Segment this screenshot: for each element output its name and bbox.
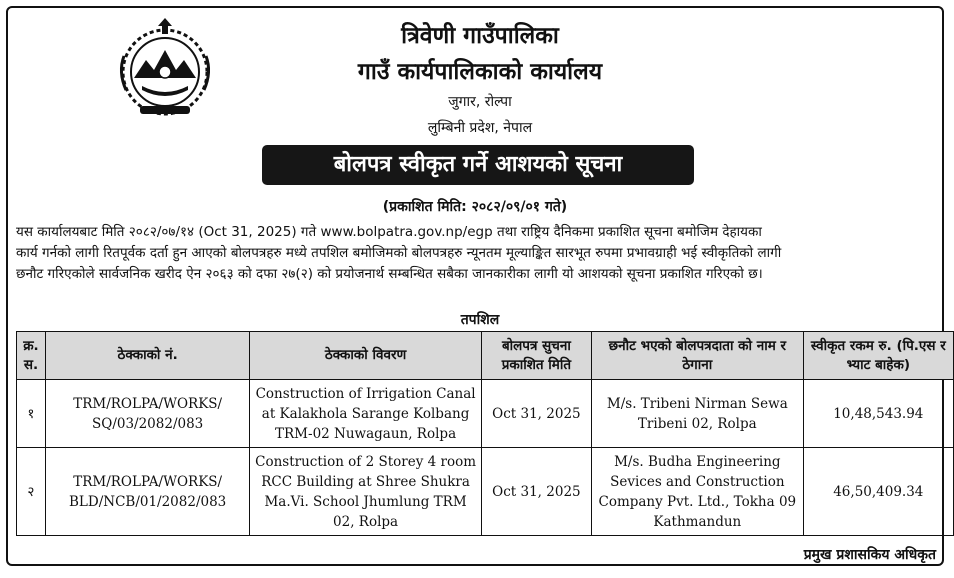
cell-bidder: M/s. Tribeni Nirman Sewa Tribeni 02, Rolpa — [592, 380, 804, 448]
notice-title-banner: बोलपत्र स्वीकृत गर्ने आशयको सूचना — [262, 145, 694, 185]
table-row — [17, 448, 954, 536]
cell-amount: 46,50,409.34 — [803, 448, 953, 536]
address-line-2: लुम्बिनी प्रदेश, नेपाल — [427, 120, 533, 136]
notice-body-line: यस कार्यालयबाट मिति २०८२/०७/१४ (Oct 31, 2025) गते www.bolpatra.gov.np/egp तथा राष्ट्रिय दैनिकमा प्रकाशित सूचना बमोजिम देहायका — [16, 224, 762, 240]
cell-notice-date: Oct 31, 2025 — [481, 380, 591, 448]
notice-body-line: कार्य गर्नको लागी रितपूर्वक दर्ता हुन आएको बोलपत्रहरु मध्ये तपशिल बमोजिमको बोलपत्रहरु न्यूनतम मूल्याङ्कित सारभूत रुपमा प्रभावग्राही भई स्वीकृतिको लागी — [16, 245, 782, 261]
cell-amount: 10,48,543.94 — [803, 380, 953, 448]
schedule-table — [16, 331, 954, 536]
col-header-description: ठेक्काको विवरण — [250, 332, 481, 380]
col-header-notice-date: बोलपत्र सुचना प्रकाशित मिति — [481, 332, 591, 380]
published-date: (प्रकाशित मिति: २०८२/०९/०१ गते) — [382, 199, 568, 215]
notice-body — [16, 222, 940, 285]
cell-bidder: M/s. Budha Engineering Sevices and Construction Company Pvt. Ltd., Tokha 09 Kathmandun — [592, 448, 804, 536]
cell-sn: २ — [17, 448, 46, 536]
table-header-row — [17, 332, 954, 380]
col-header-amount: स्वीकृत रकम रु. (पि.एस र भ्याट बाहेक) — [803, 332, 953, 380]
col-header-contract-no: ठेक्काको नं. — [45, 332, 250, 380]
signatory-title: प्रमुख प्रशासकिय अधिकृत — [803, 547, 936, 563]
office-subtitle: गाउँ कार्यपालिकाको कार्यालय — [357, 59, 603, 85]
nepal-government-emblem — [112, 16, 218, 120]
notice-body-line: छनौट गरिएकोले सार्वजनिक खरीद ऐन २०६३ को दफा २७(२) को प्रयोजनार्थ सम्बन्धित सबैका जानकारीका लागी यो आशयको सूचना प्रकाशित गरिएको छ। — [16, 266, 763, 282]
col-header-bidder: छनौट भएको बोलपत्रदाता को नाम र ठेगाना — [592, 332, 804, 380]
address-line-1: जुगार, रोल्पा — [448, 94, 512, 110]
cell-description: Construction of Irrigation Canal at Kalakhola Sarange Kolbang TRM-02 Nuwagaun, Rolpa — [250, 380, 481, 448]
cell-contract-no: TRM/ROLPA/WORKS/ SQ/03/2082/083 — [45, 380, 250, 448]
cell-description: Construction of 2 Storey 4 room RCC Building at Shree Shukra Ma.Vi. School Jhumlung TRM 02, Rolpa — [250, 448, 481, 536]
table-row — [17, 380, 954, 448]
col-header-sn: क्र. स. — [17, 332, 46, 380]
cell-sn: १ — [17, 380, 46, 448]
office-name: त्रिवेणी गाउँपालिका — [401, 23, 559, 49]
cell-notice-date: Oct 31, 2025 — [481, 448, 591, 536]
cell-contract-no: TRM/ROLPA/WORKS/ BLD/NCB/01/2082/083 — [45, 448, 250, 536]
schedule-title: तपशिल — [460, 312, 500, 328]
